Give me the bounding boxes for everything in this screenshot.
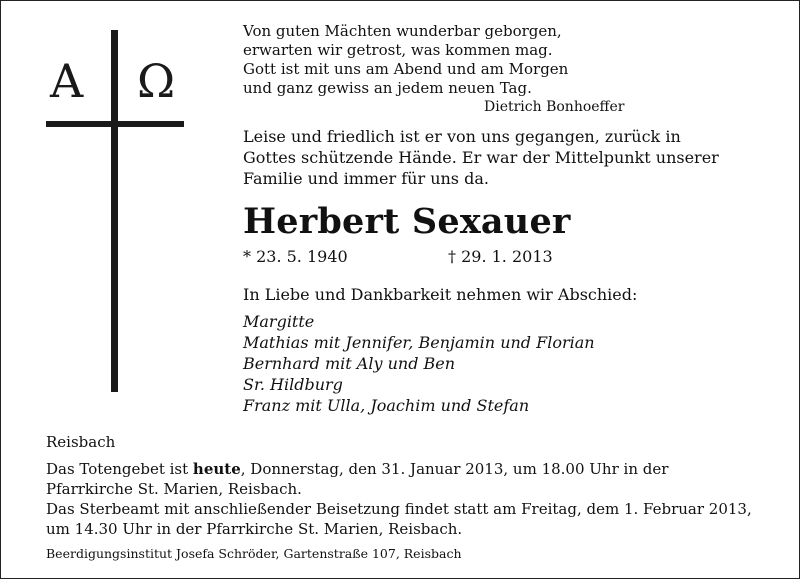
birth-date: * 23. 5. 1940 <box>243 247 348 266</box>
family-list <box>243 311 595 416</box>
poem-author: Dietrich Bonhoeffer <box>484 99 625 115</box>
prayer-text-end: , Donnerstag, den 31. Januar 2013, um 18.00 Uhr in der <box>240 460 669 478</box>
poem-line: und ganz gewiss an jedem neuen Tag. <box>243 79 532 97</box>
alpha-symbol: A <box>50 54 84 108</box>
message-line: Gottes schützende Hände. Er war der Mittelpunkt unserer <box>243 148 719 167</box>
omega-symbol: Ω <box>137 54 176 108</box>
funeral-line-1: Das Sterbeamt mit anschließender Beisetzung findet statt am Freitag, dem 1. Februar 2013, <box>46 500 752 518</box>
poem-line: erwarten wir getrost, was kommen mag. <box>243 41 553 59</box>
prayer-today: heute <box>192 460 241 478</box>
funeral-notices <box>46 459 752 539</box>
prayer-notice <box>46 459 752 479</box>
funeral-line-2: um 14.30 Uhr in der Pfarrkirche St. Marien, Reisbach. <box>46 520 463 538</box>
prayer-text-start: Das Totengebet ist <box>46 460 193 478</box>
message-line: Leise und friedlich ist er von uns gegangen, zurück in <box>243 127 681 146</box>
place: Reisbach <box>46 433 116 451</box>
poem <box>243 22 568 98</box>
farewell-line: In Liebe und Dankbarkeit nehmen wir Abschied: <box>243 285 638 304</box>
family-member: Franz mit Ulla, Joachim und Stefan <box>243 396 530 415</box>
cross-horizontal-bar <box>46 121 184 127</box>
family-member: Sr. Hildburg <box>243 375 343 394</box>
memorial-message <box>243 126 719 189</box>
undertaker: Beerdigungsinstitut Josefa Schröder, Gartenstraße 107, Reisbach <box>46 546 462 561</box>
prayer-location: Pfarrkirche St. Marien, Reisbach. <box>46 480 302 498</box>
poem-line: Gott ist mit uns am Abend und am Morgen <box>243 60 569 78</box>
cross-vertical-bar <box>111 30 118 392</box>
family-member: Mathias mit Jennifer, Benjamin und Florian <box>243 333 595 352</box>
family-member: Bernhard mit Aly und Ben <box>243 354 456 373</box>
poem-line: Von guten Mächten wunderbar geborgen, <box>243 22 562 40</box>
message-line: Familie und immer für uns da. <box>243 169 489 188</box>
death-date: † 29. 1. 2013 <box>448 247 553 266</box>
family-member: Margitte <box>243 312 315 331</box>
deceased-name: Herbert Sexauer <box>243 201 571 242</box>
